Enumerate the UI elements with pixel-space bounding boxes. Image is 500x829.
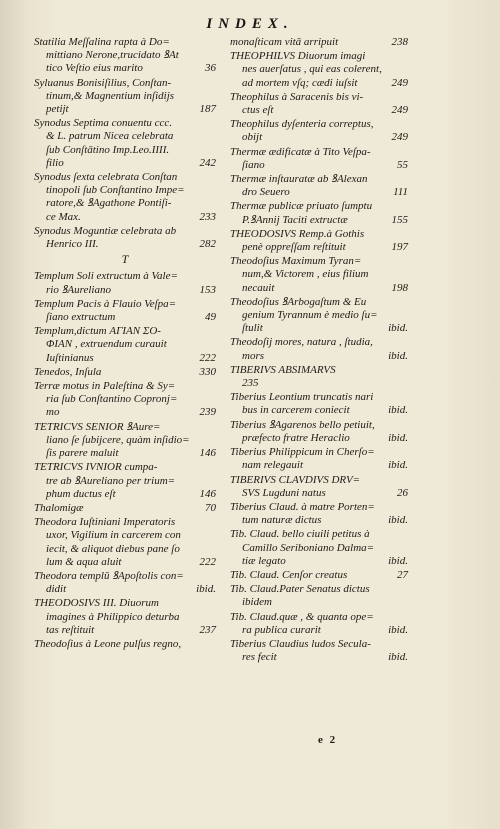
page-reference: ibid. [196, 583, 216, 596]
page-reference: ibid. [388, 459, 408, 472]
entry-text: petijt [46, 103, 69, 116]
page-reference: 237 [199, 623, 216, 636]
index-entry-line [34, 211, 216, 224]
entry-text: ctus eſt [242, 104, 274, 117]
page-reference: 111 [393, 186, 408, 199]
index-entry-line [34, 434, 216, 447]
index-entry-line [34, 421, 216, 434]
entry-text: THEODOSIVS Remp.à Gothis [230, 227, 365, 240]
entry-text: & L. patrum Nicea celebrata [46, 130, 174, 143]
entry-text: Tiberius Philippicum in Cherſo= [230, 446, 375, 459]
page-reference: 330 [199, 365, 216, 378]
entry-text: tas reſtituit [46, 623, 95, 636]
index-entry [230, 200, 408, 226]
index-entry [230, 446, 408, 472]
page-reference: ibid. [388, 651, 408, 664]
entry-text: Thermæ ædificatæ à Tito Veſpa- [230, 145, 371, 158]
index-entry-line [230, 118, 408, 131]
index-entry-line [34, 225, 216, 238]
index-entry-line [230, 432, 408, 445]
page-reference: 55 [397, 158, 408, 171]
page-reference: 187 [199, 103, 216, 116]
page-reference: 222 [199, 351, 216, 364]
index-entry [34, 366, 216, 379]
page-reference: 222 [199, 555, 216, 568]
index-entry-line [34, 103, 216, 116]
index-entry [34, 36, 216, 76]
entry-text: uxor, Vigilium in carcerem con [46, 529, 181, 542]
entry-text: Tib. Claud. bello ciuili petitus à [230, 528, 370, 541]
entry-text: filio [46, 156, 64, 169]
entry-text: ΦΙΑΝ , extruendum curauit [46, 338, 167, 351]
index-entry-line [230, 459, 408, 472]
index-entry-line [34, 117, 216, 130]
entry-text: nes auerſatus , qui eas colerent, [242, 63, 382, 76]
index-entry [230, 118, 408, 144]
entry-text: ſub Conſtātino Imp.Leo.IIII. [46, 143, 170, 156]
entry-text: tinum,& Magnentium inſidijs [46, 89, 175, 102]
index-entry-line [230, 186, 408, 199]
entry-text: Tiberius Leontium truncatis nari [230, 391, 374, 404]
index-entry [34, 461, 216, 501]
index-entry-line [34, 461, 216, 474]
page-reference: 146 [199, 487, 216, 500]
entry-text: Tiberius ꝸAgarenos bello petiuit, [230, 418, 375, 431]
index-entry-line [230, 200, 408, 213]
entry-text: genium Tyrannum è medio ſu= [242, 309, 378, 322]
index-entry-line [34, 366, 216, 379]
index-entry-line [34, 543, 216, 556]
section-letter: T [121, 252, 129, 267]
index-entry-line [34, 49, 216, 62]
index-entry-line [230, 255, 408, 268]
index-entry-line [230, 528, 408, 541]
index-entry [230, 391, 408, 417]
index-entry [34, 502, 216, 515]
index-entry-line [34, 184, 216, 197]
index-entry-line [34, 90, 216, 103]
index-entry-line [230, 296, 408, 309]
entry-text: SVS Lugduni natus [242, 486, 326, 499]
index-entry-line [230, 131, 408, 144]
index-entry [34, 516, 216, 569]
page-reference: 26 [397, 486, 408, 499]
entry-text: tiæ legato [242, 554, 286, 567]
entry-text: necauit [242, 281, 275, 294]
index-entry-line [34, 529, 216, 542]
page-reference: ibid. [388, 349, 408, 362]
entry-text: Templum Soli extructum à Vale= [34, 270, 178, 283]
page-reference: ibid. [388, 431, 408, 444]
index-entry [34, 298, 216, 324]
entry-text: phum ductus eſt [46, 487, 116, 500]
entry-text: Henrico III. [46, 238, 99, 251]
entry-text: Theodoſij mores, natura , ſtudia, [230, 336, 373, 349]
entry-text: lum & aqua aluit [46, 555, 122, 568]
entry-text: mors [242, 349, 265, 362]
page-reference: ibid. [388, 404, 408, 417]
index-entry [230, 36, 408, 49]
entry-text: Thermæ publicæ priuato ſumptu [230, 200, 373, 213]
index-entry-line [34, 284, 216, 297]
index-entry [230, 569, 408, 582]
index-entry-line [230, 214, 408, 227]
index-entry-line [230, 104, 408, 117]
entry-text: imagines à Philippico deturba [46, 610, 180, 623]
entry-text: Thermæ inſtauratæ ab ꝸAlexan [230, 173, 368, 186]
index-entry-line [34, 516, 216, 529]
index-entry [34, 421, 216, 461]
entry-text: THEOPHILVS Diuorum imagi [230, 50, 366, 63]
index-entry-line [34, 556, 216, 569]
index-entry-line [230, 555, 408, 568]
index-entry-line [34, 270, 216, 283]
index-entry-line [230, 159, 408, 172]
page-reference: 233 [199, 210, 216, 223]
index-entry [34, 77, 216, 117]
page-reference: 153 [199, 283, 216, 296]
page-reference: ibid. [388, 514, 408, 527]
index-entry-line [230, 638, 408, 651]
index-entry-line [230, 91, 408, 104]
index-entry [34, 325, 216, 365]
entry-text: liano ſe ſubijcere, quàm inſidio= [46, 433, 190, 446]
entry-text: ſis parere maluit [46, 447, 119, 460]
index-entry [34, 270, 216, 296]
page-reference: 70 [205, 501, 216, 514]
entry-text: Tib. Claud.quæ , & quanta ope= [230, 610, 374, 623]
index-entry-line [230, 241, 408, 254]
index-entry-line [230, 404, 408, 417]
entry-text: ce Max. [46, 210, 81, 223]
entry-text: mo [46, 406, 60, 419]
index-entry-line [230, 569, 408, 582]
entry-text: Tib. Claud. Cenſor creatus [230, 568, 348, 581]
index-entry-line [34, 298, 216, 311]
entry-text: tico Veſtio eius marito [46, 62, 143, 75]
index-entry-line [230, 377, 408, 390]
index-entry-line [34, 406, 216, 419]
entry-text: Synodus Septima conuentu ccc. [34, 117, 173, 130]
index-entry-line [230, 282, 408, 295]
entry-text: ſiano extructum [46, 311, 116, 324]
index-entry-line [34, 488, 216, 501]
index-entry-line [34, 352, 216, 365]
index-entry-line [230, 583, 408, 596]
entry-text: Syluanus Bonisiſilius, Conſtan- [34, 76, 172, 89]
index-entry-line [34, 338, 216, 351]
page-reference: 49 [205, 311, 216, 324]
entry-text: Synodus ſexta celebrata Conſtan [34, 171, 178, 184]
index-entry-line [34, 583, 216, 596]
entry-text: dro Seuero [242, 186, 290, 199]
index-entry-line [34, 62, 216, 75]
index-entry-line [34, 197, 216, 210]
entry-text: 235 [242, 377, 259, 390]
entry-text: Theophilus à Saracenis bis vi- [230, 90, 364, 103]
index-entry-line [34, 130, 216, 143]
index-entry [230, 419, 408, 445]
index-entry-line [230, 419, 408, 432]
page-reference: 282 [199, 238, 216, 251]
index-entry-line [34, 157, 216, 170]
entry-text: THEODOSIVS III. Diuorum [34, 597, 159, 610]
index-entry-line [230, 542, 408, 555]
index-entry-line [34, 570, 216, 583]
page-reference: 238 [391, 36, 408, 48]
entry-text: nam relegauit [242, 459, 303, 472]
entry-text: rio ꝸAureliano [46, 283, 111, 296]
index-entry-line [34, 144, 216, 157]
page-reference: 198 [391, 281, 408, 294]
page-reference: 249 [391, 104, 408, 117]
entry-text: res fecit [242, 651, 277, 664]
entry-text: Synodus Moguntiæ celebrata ab [34, 224, 177, 237]
index-column-right [230, 36, 408, 665]
index-entry-line [34, 393, 216, 406]
index-entry-line [34, 311, 216, 324]
entry-text: Tiberius Claud. à matre Porten= [230, 500, 375, 513]
page-reference: 146 [199, 447, 216, 460]
entry-text: didit [46, 583, 67, 596]
entry-text: tinopoli ſub Conſtantino Impe= [46, 184, 185, 197]
entry-text: TETRICVS SENIOR ꝸAure= [34, 420, 161, 433]
signature-mark: e 2 [318, 734, 338, 746]
entry-text: monaſticam vitā arripuit [230, 36, 339, 48]
index-entry [230, 146, 408, 172]
index-entry-line [230, 391, 408, 404]
index-entry-line [230, 487, 408, 500]
index-entry-line [34, 597, 216, 610]
index-entry-line [34, 475, 216, 488]
index-entry-line [230, 268, 408, 281]
index-entry-line [34, 77, 216, 90]
entry-text: Theodoſius ꝸArbogaſtum & Eu [230, 295, 367, 308]
index-entry [230, 611, 408, 637]
index-entry-line [230, 77, 408, 90]
index-entry-line [34, 447, 216, 460]
index-entry [34, 171, 216, 224]
index-entry [230, 474, 408, 500]
index-entry-line [230, 446, 408, 459]
entry-text: tum naturæ dictus [242, 514, 322, 527]
page-reference: 155 [391, 213, 408, 226]
index-entry [230, 91, 408, 117]
entry-text: Thalomigæ [34, 501, 84, 514]
index-entry [230, 50, 408, 90]
entry-text: TIBERIVS ABSIMARVS [230, 363, 336, 376]
index-entry [34, 570, 216, 596]
entry-text: ria ſub Conſtantino Copronj= [46, 393, 178, 406]
index-entry-line [34, 638, 216, 651]
index-entry-line [230, 50, 408, 63]
index-entry-line [230, 364, 408, 377]
index-entry-line [230, 624, 408, 637]
entry-text: mittiano Nerone,trucidato ꝸAt [46, 49, 179, 62]
entry-text: Theophilus dyſenteria correptus, [230, 118, 374, 131]
entry-text: tre ab ꝸAureliano per trium= [46, 474, 176, 487]
entry-text: Terræ motus in Paleſtina & Sy= [34, 380, 176, 393]
index-entry-line [230, 611, 408, 624]
index-entry-line [230, 336, 408, 349]
page-reference: ibid. [388, 554, 408, 567]
index-entry-line [230, 36, 408, 49]
index-entry-line [230, 350, 408, 363]
index-entry-line [34, 502, 216, 515]
index-entry-line [34, 36, 216, 49]
entry-text: præfecto fratre Heraclio [242, 431, 350, 444]
index-entry-line [230, 322, 408, 335]
index-entry-line [34, 611, 216, 624]
entry-text: Camillo Seriboniano Dalma= [242, 541, 375, 554]
index-entry [230, 228, 408, 254]
page-reference: 36 [205, 62, 216, 75]
index-entry-line [230, 173, 408, 186]
index-entry-line [230, 596, 408, 609]
index-entry [34, 380, 216, 420]
entry-text: TIBERIVS CLAVDIVS DRV= [230, 473, 361, 486]
entry-text: Iuſtinianus [46, 351, 94, 364]
entry-text: Theodora Iuſtiniani Imperatoris [34, 516, 176, 529]
entry-text: Theodoſius Maximum Tyran= [230, 255, 362, 268]
index-entry [34, 117, 216, 170]
index-entry-line [34, 171, 216, 184]
page-reference: 242 [199, 156, 216, 169]
entry-text: Templum,dictum ΑΓΙΑΝ ΣΟ- [34, 325, 161, 338]
entry-text: Theodora templū ꝸApoſtolis con= [34, 569, 184, 582]
entry-text: Tib. Claud.Pater Senatus dictus [230, 583, 370, 596]
index-entry [230, 638, 408, 664]
index-entry-line [230, 651, 408, 664]
entry-text: Theodoſius à Leone pulſus regno, [34, 637, 182, 650]
index-entry [230, 255, 408, 295]
index-entry [230, 296, 408, 336]
entry-text: Statilia Meſſalina rapta à Do= [34, 36, 170, 48]
index-entry [34, 597, 216, 637]
entry-text: TETRICVS IVNIOR cumpa- [34, 461, 158, 474]
page-reference: 249 [391, 76, 408, 89]
entry-text: ſtulit [242, 322, 263, 335]
index-entry-line [230, 474, 408, 487]
index-entry-line [34, 380, 216, 393]
entry-text: Tiberius Claudius ludos Secula- [230, 637, 371, 650]
page-reference: 27 [397, 568, 408, 581]
page-reference: 197 [391, 241, 408, 254]
index-entry-line [230, 228, 408, 241]
entry-text: ad mortem vſq; cædi iuſsit [242, 76, 358, 89]
index-entry-line [230, 309, 408, 322]
entry-text: P.ꝸAnnij Taciti extructæ [242, 213, 348, 226]
index-entry-line [230, 514, 408, 527]
index-entry [230, 336, 408, 362]
index-entry-line [34, 624, 216, 637]
page-reference: 249 [391, 131, 408, 144]
entry-text: penè oppreſſam reſtituit [242, 241, 346, 254]
entry-text: iecit, & aliquot diebus pane ſo [46, 542, 180, 555]
index-entry [230, 583, 408, 609]
entry-text: Tenedos, Inſula [34, 365, 102, 378]
page-reference: ibid. [388, 623, 408, 636]
index-entry-line [230, 501, 408, 514]
index-entry [230, 173, 408, 199]
entry-text: Templum Pacis à Flauio Veſpa= [34, 297, 177, 310]
index-entry [34, 638, 216, 651]
entry-text: ra publica curarit [242, 623, 321, 636]
index-entry-line [230, 146, 408, 159]
index-column-left [34, 36, 216, 652]
page-reference: ibid. [388, 322, 408, 335]
entry-text: ratore,& ꝸAgathone Pontiſi- [46, 197, 172, 210]
index-entry [230, 501, 408, 527]
page-header: INDEX. [206, 16, 294, 32]
entry-text: obijt [242, 131, 263, 144]
index-entry-line [34, 325, 216, 338]
entry-text: num,& Victorem , eius filium [242, 268, 369, 281]
index-entry-line [230, 63, 408, 76]
index-entry-line [34, 238, 216, 251]
index-entry [34, 225, 216, 251]
page-reference: 239 [199, 406, 216, 419]
entry-text: ſiano [242, 158, 265, 171]
entry-text: bus in carcerem coniecit [242, 404, 350, 417]
index-entry [230, 364, 408, 390]
index-entry [230, 528, 408, 568]
entry-text: ibidem [242, 596, 272, 609]
